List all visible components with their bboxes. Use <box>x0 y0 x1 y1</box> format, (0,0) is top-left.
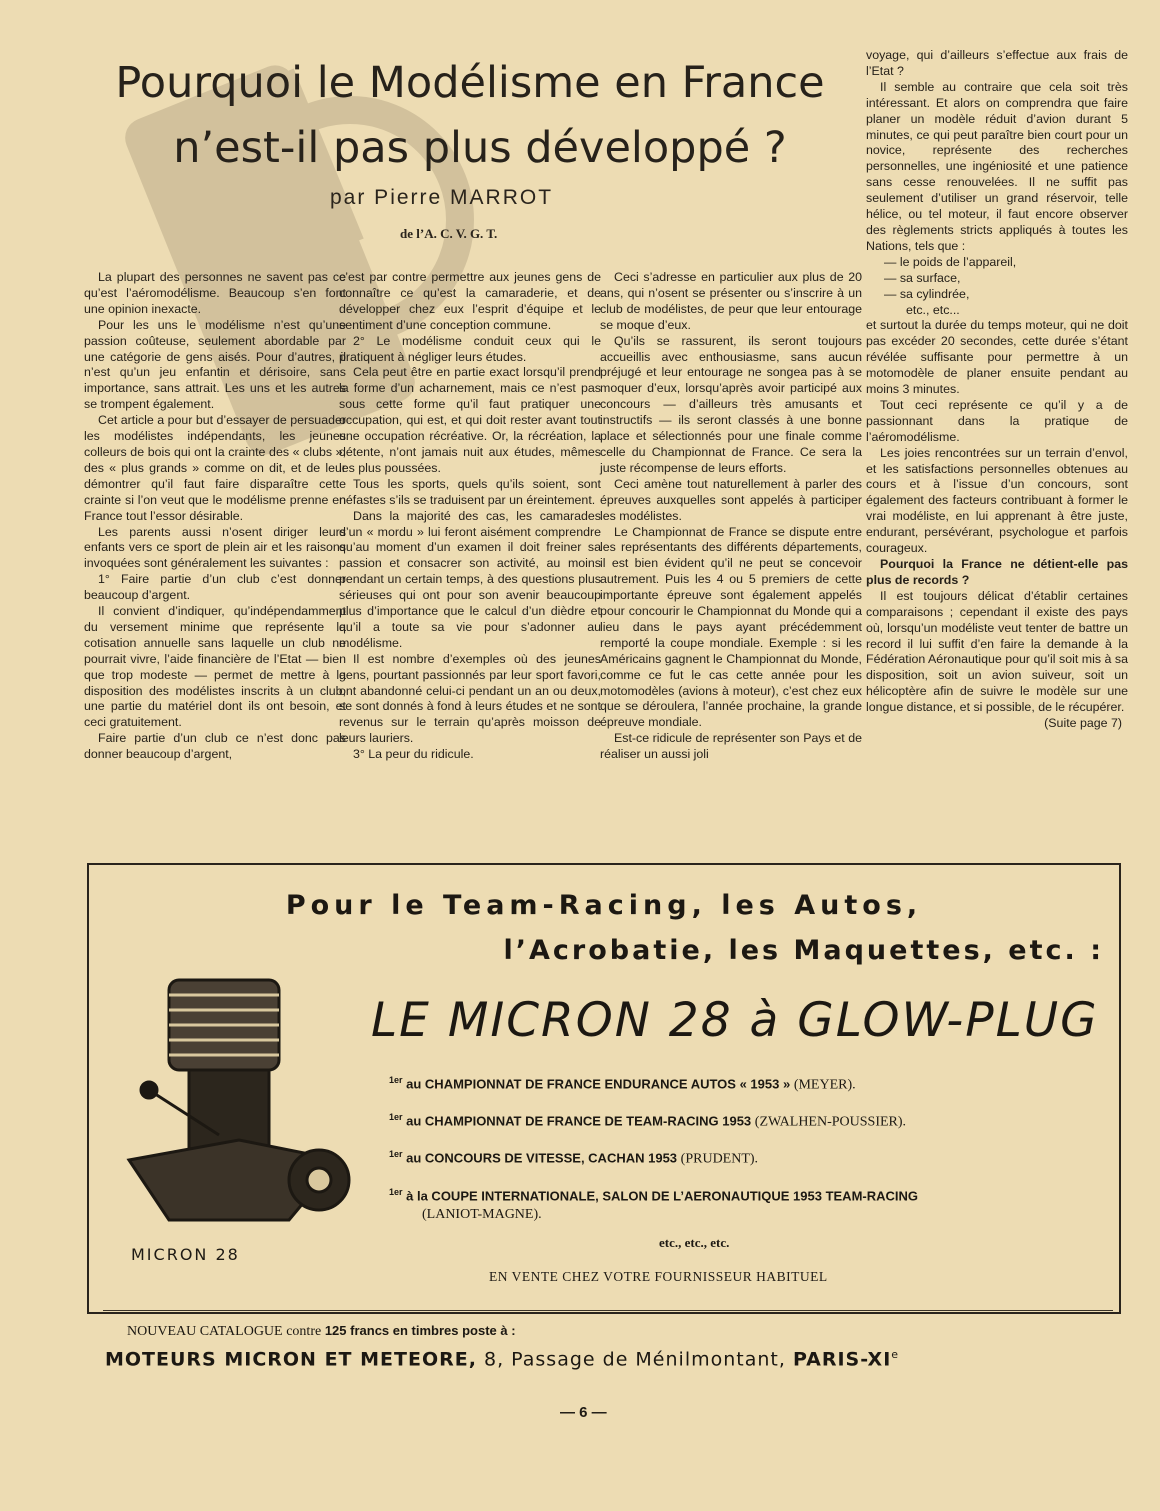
paragraph: voyage, qui d’ailleurs s’effectue aux frais de l’Etat ? <box>866 48 1128 78</box>
paragraph: Est-ce ridicule de représenter son Pays et de réaliser un aussi joli <box>600 731 862 762</box>
paragraph: Le Championnat de France se dispute entre les représentants des différents départements, il est bien évident qu’il ne peut se concevoir autrement. Puis les 4 ou 5 premiers de cette importante épreuve sont également appelés pour concourir le Championnat du Monde qui a lieu dans le pays ayant précédemment remporté la coupe mondiale. Exemple : si les Américains gagnent le Championnat du Monde, comme ce fut le cas cette année pour les motomodèles (avions à moteur), c’est chez eux que se déroulera, l’année prochaine, la grande épreuve mondiale. <box>600 524 862 730</box>
list-item: — sa cylindrée, <box>884 286 970 301</box>
paragraph: Il est nombre d’exemples où des jeunes gens, pourtant passionnés par leur sport favori, ont abandonné celui-ci pendant un an ou deux, se sont donnés à fond à leurs études et ne sont revenus sur le terrain qu’après moisson de leurs lauriers. <box>339 651 601 746</box>
article-column-2 <box>339 270 601 763</box>
ad-etc: etc., etc., etc. <box>659 1235 730 1250</box>
paragraph: Cela peut être en partie exact lorsqu’il prend la forme d’un acharnement, mais ce n’est pas sous cette forme qu’il faut pratiquer une occupation, qui est, et qui doit rester avant tout une occupation récréative. Or, la récréation, la détente, n’ont jamais nuit aux études, mêmes les plus poussées. <box>339 365 601 475</box>
article-column-4 <box>866 48 1128 732</box>
ad-product-title: LE MICRON 28 à GLOW-PLUG <box>371 993 1099 1048</box>
paragraph: Faire partie d’un club ce n’est donc pas donner beaucoup d’argent, <box>84 731 346 762</box>
catalogue-price: 125 francs en timbres poste à : <box>324 1323 516 1338</box>
ad-sales-note: EN VENTE CHEZ VOTRE FOURNISSEUR HABITUEL <box>489 1269 828 1284</box>
company-name: MOTEURS MICRON ET METEORE, <box>105 1348 477 1371</box>
list-item: etc., etc... <box>906 302 960 317</box>
award-team: (ZWALHEN-POUSSIER). <box>754 1114 907 1130</box>
street: 8, Passage de Ménilmontant, <box>483 1348 786 1371</box>
advertisement-box <box>87 863 1121 1314</box>
paragraph: Les joies rencontrées sur un terrain d’envol, et les satisfactions personnelles obtenues au cours et à l’issue d’un concours, sont également des facteurs contribuant à former le vrai modéliste, en lui apprenant à être juste, endurant, persévérant, psychologue et parfois courageux. <box>866 445 1128 556</box>
paragraph: Les parents aussi n’osent diriger leurs enfants vers ce sport de plein air et les raisons invoquées sont généralement les suivantes : <box>84 524 346 571</box>
section-heading: Pourquoi la France ne détient-elle pas plus de records ? <box>866 557 1128 587</box>
paragraph: c’est par contre permettre aux jeunes gens de connaître ce qu’est la camaraderie, et de développer chez eux l’esprit d’équipe et le sentiment d’une conception commune. <box>339 270 601 332</box>
paragraph: 3° La peur du ridicule. <box>353 747 474 762</box>
city: PARIS-XI <box>792 1348 892 1371</box>
article-title-line1: Pourquoi le Modélisme en France <box>115 58 825 108</box>
page-number: — 6 — <box>560 1404 607 1421</box>
list-item: — sa surface, <box>884 270 961 285</box>
paragraph: Dans la majorité des cas, les camarades d’un « mordu » lui feront aisément comprendre qu’au moment d’un examen il doit freiner sa passion et consacrer son activité, au moins pendant un certain temps, à des questions plus sérieuses qui ont pour son avenir beaucoup plus d’importance que le calcul d’un dièdre et qu’il a toute sa vie pour s’adonner au modélisme. <box>339 508 601 650</box>
paragraph: Ceci amène tout naturellement à parler des épreuves auxquelles sont appelés à participer les modélistes. <box>600 476 862 523</box>
affiliation: de l’A. C. V. G. T. <box>400 226 498 241</box>
paragraph: Il semble au contraire que cela soit très intéressant. Et alors on comprendra que faire planer un modèle réduit d’avion durant 5 minutes, ce qui peut paraître bien court pour un novice, représente des recherches personnelles, une ingéniosité et une patience sans cesse renouvelées. Il ne suffit pas seulement d’utiliser un grand réservoir, telle hélice, ou tel moteur, il faut encore observer des règlements stricts appliqués à toutes les Nations, tels que : <box>866 79 1128 253</box>
paragraph: et surtout la durée du temps moteur, qui ne doit pas excéder 20 secondes, cette durée s’étant révélée suffisante pour permettre à un motomodèle de planer ensuite pendant au moins 3 minutes. <box>866 318 1128 397</box>
company-address <box>105 1348 1115 1370</box>
award-rank: 1er <box>389 1112 403 1122</box>
paragraph: Pour les uns le modélisme n’est qu’une passion coûteuse, seulement abordable par une catégorie de gens aisés. Pour d’autres, il n’est qu’un jeu enfantin et dérisoire, sans importance, sans attrait. Les uns et les autres se trompent également. <box>84 317 346 412</box>
award-event: à la COUPE INTERNATIONALE, SALON DE L’AERONAUTIQUE 1953 TEAM-RACING <box>406 1188 919 1204</box>
ad-headline-1: Pour le Team-Racing, les Autos, <box>285 890 923 921</box>
paragraph: 2° Le modélisme conduit ceux qui le pratiquent à négliger leurs études. <box>339 333 601 364</box>
paragraph: La plupart des personnes ne savent pas ce qu’est l’aéromodélisme. Beaucoup s’en font une opinion inexacte. <box>84 270 346 316</box>
paragraph: Tous les sports, quels qu’ils soient, sont néfastes s’ils se traduisent par un éreintement. <box>339 476 601 507</box>
paragraph: Qu’ils se rassurent, ils seront toujours accueillis avec enthousiasme, sans aucun préjugé et leur entourage ne songea pas à se moquer d’eux, lorsqu’après avoir participé aux concours — d’ailleurs très amusants et instructifs — ils seront classés à une bonne place et sélectionnés pour une finale comme celle du Championnat de France. Ce sera la juste récompense de leurs efforts. <box>600 333 862 475</box>
award-team: (MEYER). <box>793 1077 856 1093</box>
award-line <box>389 1149 1109 1167</box>
continued-note: (Suite page 7) <box>1044 716 1122 731</box>
award-rank: 1er <box>389 1075 403 1085</box>
article-title-line2: n’est-il pas plus développé ? <box>173 123 787 173</box>
divider <box>103 1310 1113 1311</box>
paragraph: Il est toujours délicat d’établir certaines comparaisons ; cependant il existe des pays où, lorsqu’un modéliste veut tenter de battre un record il lui suffit d’en faire la demande à la Fédération Aéronautique pour qu’il soit mis à sa disposition, soit un avion suiveur, soit un hélicoptère afin de suivre le modèle sur une longue distance, et si possible, de le récupérer. <box>866 588 1128 715</box>
award-team: (LANIOT-MAGNE). <box>422 1207 542 1222</box>
catalogue-label: NOUVEAU CATALOGUE <box>127 1324 283 1339</box>
award-rank: 1er <box>389 1149 403 1159</box>
award-event: au CONCOURS DE VITESSE, CACHAN 1953 <box>406 1150 678 1166</box>
catalogue-line <box>127 1323 516 1340</box>
award-team: (PRUDENT). <box>680 1151 759 1167</box>
byline: par Pierre MARROT <box>330 186 554 209</box>
paragraph: Tout ceci représente ce qu’il y a de passionnant dans la pratique de l’aéromodélisme. <box>866 397 1128 444</box>
engine-illustration-icon <box>109 960 369 1260</box>
award-line <box>389 1075 1109 1093</box>
article-column-1 <box>84 270 346 763</box>
catalogue-contre: contre <box>286 1324 322 1339</box>
list-item: — le poids de l’appareil, <box>884 254 1017 269</box>
award-line <box>389 1112 1109 1130</box>
article-column-3 <box>600 270 862 763</box>
award-rank: 1er <box>389 1187 403 1197</box>
paragraph: 1° Faire partie d’un club c’est donner beaucoup d’argent. <box>84 572 346 603</box>
city-suffix: e <box>891 1348 900 1361</box>
engine-label: MICRON 28 <box>131 1245 240 1264</box>
award-event: au CHAMPIONNAT DE FRANCE DE TEAM-RACING 1953 <box>406 1113 752 1129</box>
award-event: au CHAMPIONNAT DE FRANCE ENDURANCE AUTOS « 1953 » <box>406 1076 791 1092</box>
award-line <box>389 1187 1109 1203</box>
paragraph: Cet article a pour but d’essayer de persuader les modélistes indépendants, les jeunes colleurs de bois qui ont la crainte des « clubs », des « plus grands » comme on dit, et de leur démontrer qu’il faut faire disparaître cette crainte si l’on veut que le modélisme prenne en France tout l’essor désirable. <box>84 413 346 523</box>
ad-headline-2: l’Acrobatie, les Maquettes, etc. : <box>503 935 1104 966</box>
paragraph: Ceci s’adresse en particulier aux plus de 20 ans, qui n’osent se présenter ou s’inscrire à un club de modélistes, de peur que leur entourage se moque d’eux. <box>600 270 862 332</box>
paragraph: Il convient d’indiquer, qu’indépendamment du versement minime que représente la cotisation annuelle sans laquelle un club ne pourrait vivre, l’aide financière de l’Etat — bien que trop modeste — permet de mettre à la disposition des modélistes inscrits à un club, une partie du matériel dont ils ont besoin, et ceci gratuitement. <box>84 604 346 730</box>
